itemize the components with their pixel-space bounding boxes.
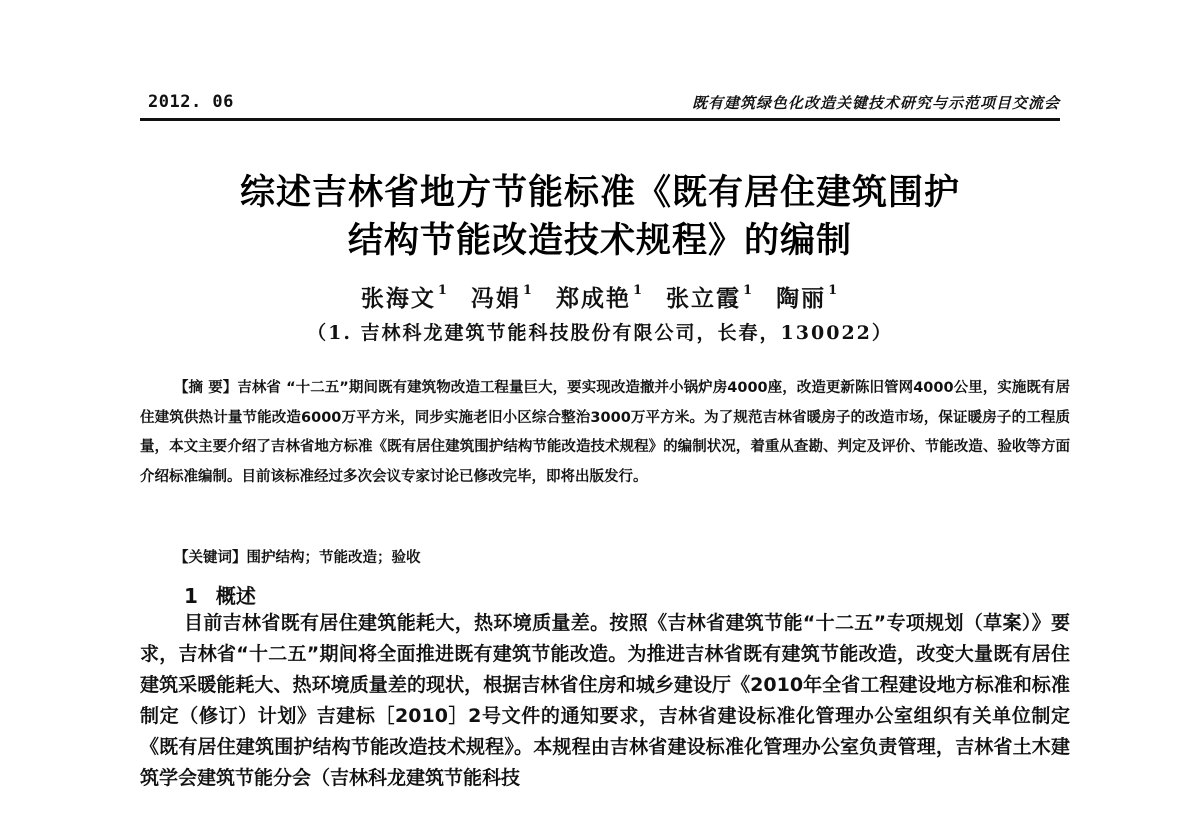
body-paragraph: 目前吉林省既有居住建筑能耗大，热环境质量差。按照《吉林省建筑节能“十二五”专项规划（草案）》要求，吉林省“十二五”期间将全面推进既有建筑节能改造。为推进吉林省既有建筑节能改造，改变大量既有居住建筑采暖能耗大、热环境质量差的现状，根据吉林省住房和城乡建设厅《2010年全省工程建设地方标准和标准制定（修订）计划》吉建标［2010］2号文件的通知要求，吉林省建设标准化管理办公室组织有关单位制定《既有居住建筑围护结构节能改造技术规程》。本规程由吉林省建设标准化管理办公室负责管理，吉林省土木建筑学会建筑节能分会（吉林科龙建筑节能科技 [140,612,1070,789]
author [666,285,754,312]
section-title: 概述 [215,584,256,608]
author-affiliation-mark: 1 [437,283,449,298]
author-affiliation-mark: 1 [522,283,534,298]
author-name: 冯娟 [470,285,521,312]
author-list [140,280,1060,313]
author-name: 陶丽 [776,285,827,312]
header-rule [140,118,1060,121]
author-name: 张海文 [360,285,436,312]
author [361,285,449,312]
abstract-text: 吉林省 “十二五”期间既有建筑物改造工程量巨大，要实现改造撤并小锅炉房4000座，改造更新陈旧管网4000公里，实施既有居住建筑供热计量节能改造6000万平方米，同步实施老旧小区综合整治3000万平方米。为了规范吉林省暖房子的改造市场，保证暖房子的工程质量，本文主要介绍了吉林省地方标准《既有居住建筑围护结构节能改造技术规程》的编制状况，着重从查勘、判定及评价、节能改造、验收等方面介绍标准编制。目前该标准经过多次会议专家讨论已修改完毕，即将出版发行。 [140,380,1070,485]
keywords-label: 【关键词】 [174,550,247,566]
keywords-text: 围护结构；节能改造；验收 [246,550,421,566]
abstract-label: 【摘 要】 [174,380,238,396]
section-heading [184,580,256,609]
paper-title-line-2: 结构节能改造技术规程》的编制 [347,221,852,261]
affiliation: （1. 吉林科龙建筑节能科技股份有限公司，长春，130022） [307,322,893,344]
keywords [174,546,421,567]
author [776,285,839,312]
author-affiliation-mark: 1 [632,283,645,298]
author [471,285,534,312]
author [556,285,644,312]
section-number: 1 [184,584,198,608]
author-name: 郑成艳 [555,285,631,312]
author-affiliation-mark: 1 [743,283,755,298]
author-affiliation-mark: 1 [828,283,840,298]
header-date: 2012. 06 [148,92,234,112]
running-header [140,90,1060,118]
author-name: 张立霞 [666,285,742,312]
abstract [140,374,1070,492]
paper-title-line-1: 综述吉林省地方节能标准《既有居住建筑围护 [239,173,960,213]
header-conference-title: 既有建筑绿色化改造关键技术研究与示范项目交流会 [691,94,1060,112]
